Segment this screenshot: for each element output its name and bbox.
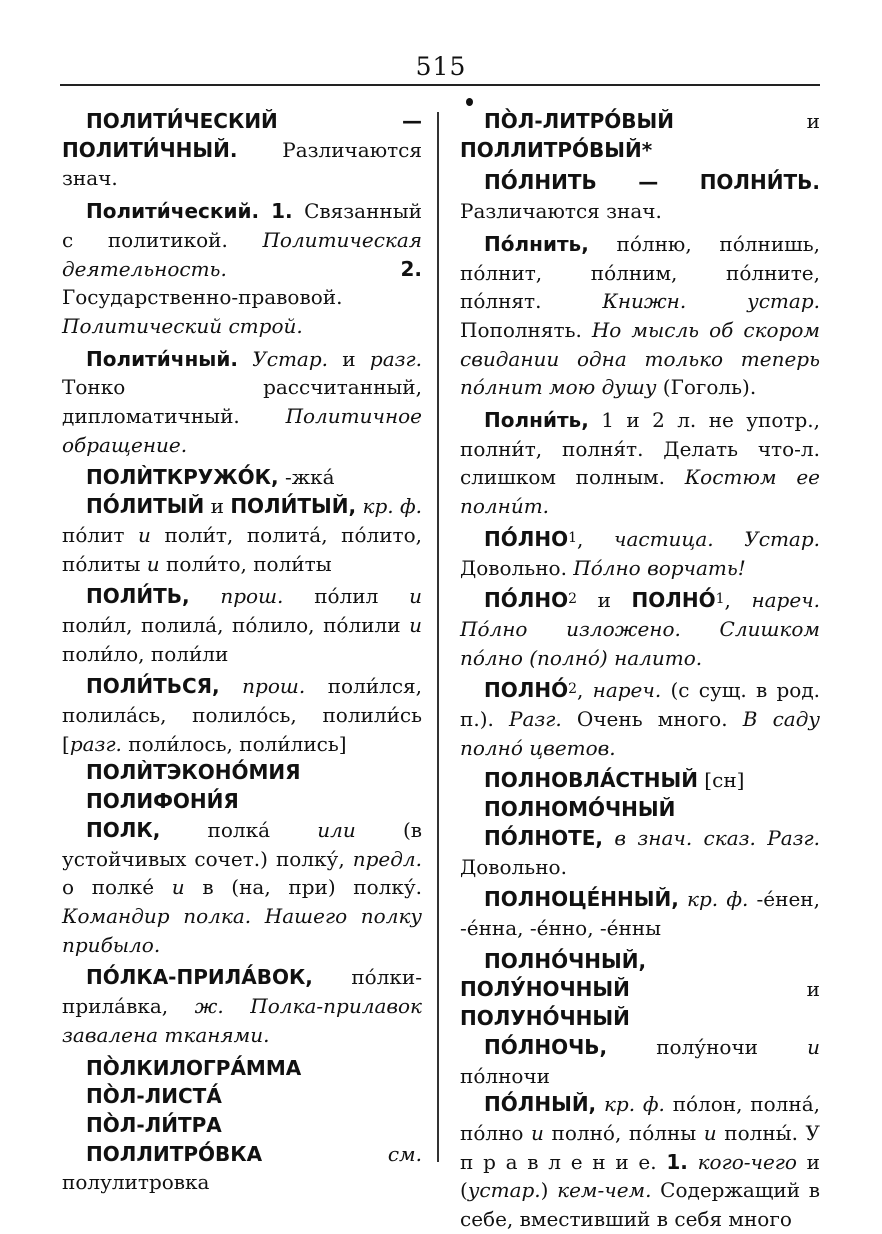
dictionary-entry: ПО̀Л-ЛИ́ТРА [86,1112,222,1137]
dictionary-entry: ПО́ЛНЫЙ, кр. ф. по́лон, полна́, по́лно и полно́, по́лны и полны́. У п р а в л е н и е. 1. кого-чего и (устар.) кем-чем. Содержащий в себе, вместивший в себя много [460,1092,821,1232]
dictionary-entry: ПОЛИ́ТЬСЯ, прош. поли́лся, полила́сь, полило́сь, полили́сь [разг. поли́лось, поли́лись] [62,674,422,756]
dictionary-entry: ПОЛИТИ́ЧЕСКИЙ — ПОЛИТИ́ЧНЫЙ. Различаются знач. [62,109,422,191]
dictionary-entry: ПОЛИ́ТЬ, прош. по́лил и поли́л, полила́, по́лило, по́лили и поли́ло, поли́ли [62,584,422,666]
dictionary-entry: ПОЛНО́ЧНЫЙ, ПОЛУ́НОЧНЫЙ и ПОЛУНО́ЧНЫЙ [460,948,820,1031]
dictionary-entry: ПО̀Л-ЛИСТА́ [86,1084,222,1109]
dictionary-entry: ПО̀Л-ЛИТРО́ВЫЙ и ПОЛЛИТРО́ВЫЙ* [460,109,820,162]
header-rule [60,84,820,86]
dictionary-entry: ПО́ЛНО$^1$, частица. Устар. Довольно. По́лно ворчать! [460,526,820,580]
dictionary-entry: ПОЛЍТКРУЖО́К, -жка́ [86,465,335,490]
dictionary-entry: ПОЛНОЦЕ́ННЫЙ, кр. ф. -е́нен, -е́нна, -е́нно, -е́нны [460,887,820,940]
dictionary-entry: ПОЛЍТЭКОНО́МИЯ [86,760,301,785]
dictionary-entry: Полити́чный. Устар. и разг. Тонко рассчитанный, дипломатичный. Политичное обращение. [62,346,423,457]
ink-dot [466,98,473,106]
left-column [62,107,422,1197]
dictionary-entry: ПОЛНОМО́ЧНЫЙ [484,797,676,822]
dictionary-entry: ПО́ЛКА-ПРИЛА́ВОК, по́лки-прила́вка, ж. Полка-прилавок завалена тканями. [62,965,422,1047]
dictionary-entry: ПОЛК, полка́ или (в устойчивых сочет.) полку́, предл. о полке́ и в (на, при) полку́. Командир полка. Нашего полку прибыло. [62,817,423,957]
dictionary-entry: Полни́ть, 1 и 2 л. не употр., полни́т, полня́т. Делать что-л. слишком полным. Костюм ее полни́т. [460,408,820,519]
dictionary-entry: ПО́ЛНО$^2$ и ПОЛНО́$^1$, нареч. По́лно изложено. Слишком по́лно (полно́) налито. [460,588,820,670]
dictionary-entry: ПОЛНО́$^2$, нареч. (с сущ. в род. п.). Разг. Очень много. В саду полно́ цветов. [460,678,820,760]
dictionary-entry: Полити́ческий. 1. Связанный с политикой. Политическая деятельность. 2. Государственно-правовой. Политический строй. [62,199,423,338]
dictionary-entry: ПО́ЛНОЧЬ, полу́ночи и по́лночи [460,1034,820,1088]
right-column [460,107,820,1234]
dictionary-entry: По́лнить, по́лню, по́лнишь, по́лнит, по́лним, по́лните, по́лнят. Книжн. устар. Пополнять. Но мысль об скором свидании одна только теперь по́лнит мою душу (Гоголь). [460,231,820,400]
column-divider [437,112,439,1162]
dictionary-entry: ПО̀ЛКИЛОГРА́ММА [86,1055,302,1080]
dictionary-entry: ПО́ЛИТЫЙ и ПОЛИ́ТЫЙ, кр. ф. по́лит и поли́т, полита́, по́лито, по́литы и поли́то, поли́ты [62,494,422,576]
page-number: 515 [415,52,467,81]
dictionary-entry: ПОЛЛИТРО́ВКА см. полулитровка [62,1141,422,1195]
dictionary-entry: ПОЛИФОНИ́Я [86,789,239,814]
dictionary-entry: ПО́ЛНОТЕ, в знач. сказ. Разг. Довольно. [460,825,821,879]
dictionary-entry: ПОЛНОВЛА́СТНЫЙ [сн] [484,768,745,793]
dictionary-entry: ПО́ЛНИТЬ — ПОЛНИ́ТЬ. Различаются знач. [460,170,820,224]
